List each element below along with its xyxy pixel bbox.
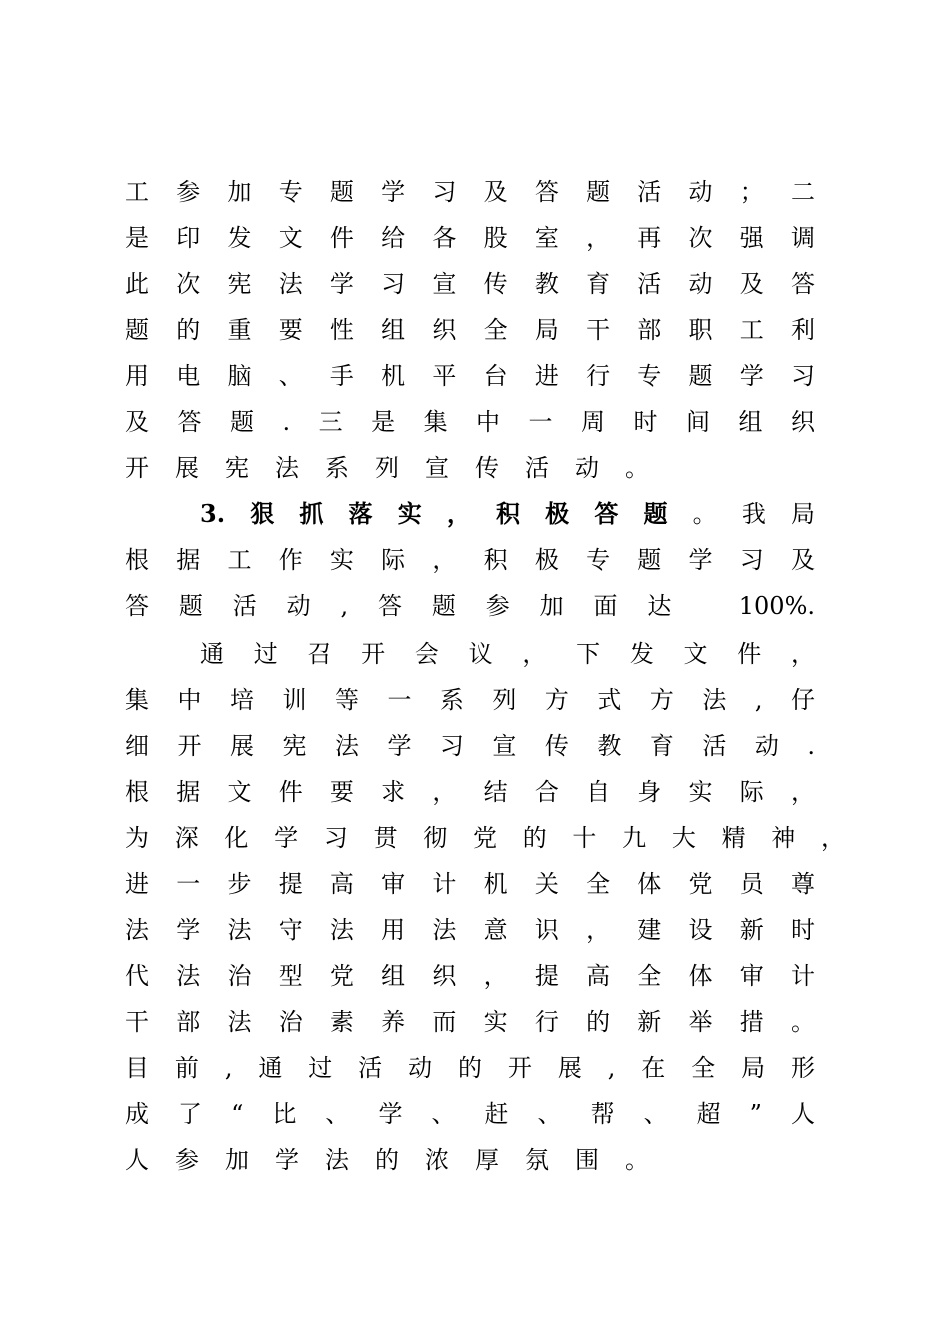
paragraph-line: 是印发文件给各股室，再次强调 [125,224,815,252]
heading-bold-text: 3.狠抓落实，积极答题 [200,499,693,528]
paragraph-line: 目前,通过活动的开展,在全局形 [125,1054,815,1082]
paragraph-line: 工参加专题学习及答题活动；二 [125,178,815,206]
paragraph-line: 人参加学法的浓厚氛围。 [125,1146,675,1174]
paragraph-line: 为深化学习贯彻党的十九大精神， [125,824,845,852]
paragraph-line: 用电脑、手机平台进行专题学习 [125,362,815,390]
paragraph-line: 根据工作实际，积极专题学习及 [125,546,815,574]
paragraph-line: 根据文件要求，结合自身实际， [125,778,815,806]
paragraph-line: 细开展宪法学习宣传教育活动. [125,732,815,760]
paragraph-line: 法学法守法用法意识，建设新时 [125,916,815,944]
heading-tail-text: 。我局 [692,500,815,528]
paragraph-line: 进一步提高审计机关全体党员尊 [125,870,815,898]
paragraph-line: 干部法治素养而实行的新举措。 [125,1008,815,1036]
paragraph-line: 通过召开会议，下发文件， [200,640,815,668]
paragraph-line: 及答题.三是集中一周时间组织 [125,408,815,436]
paragraph-line: 题的重要性组织全局干部职工利 [125,316,815,344]
paragraph-line: 集中培训等一系列方式方法,仔 [125,686,815,714]
paragraph-line: 成了“比、学、赶、帮、超”人 [125,1100,815,1128]
paragraph-line: 代法治型党组织，提高全体审计 [125,962,815,990]
paragraph-line: 开展宪法系列宣传活动。 [125,454,675,482]
paragraph-line: 此次宪法学习宣传教育活动及答 [125,270,815,298]
section-heading-3 [200,497,815,531]
paragraph-line: 答题活动,答题参加面达 100%. [125,592,815,620]
